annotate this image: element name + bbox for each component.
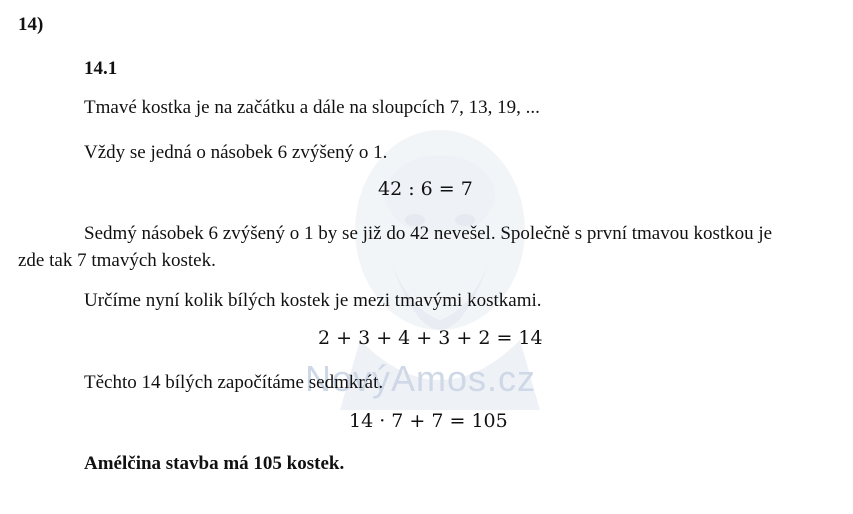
problem-number: 14) xyxy=(18,14,44,35)
equation-total: 14 · 7 + 7 = 105 xyxy=(349,410,508,432)
subproblem-heading: 14.1 xyxy=(84,58,118,79)
paragraph-seventh-multiple: Sedmý násobek 6 zvýšený o 1 by se již do 42 nevešel. Společně s první tmavou kostkou je zde tak 7 tmavých kostek. xyxy=(18,223,773,271)
paragraph-count-seven-times: Těchto 14 bílých započítáme sedmkrát. xyxy=(84,372,384,393)
paragraph-multiple-of-six: Vždy se jedná o násobek 6 zvýšený o 1. xyxy=(84,142,388,163)
conclusion-text: Amélčina stavba má 105 kostek. xyxy=(84,453,345,474)
paragraph-dark-cube-columns: Tmavé kostka je na začátku a dále na sloupcích 7, 13, 19, ... xyxy=(84,97,540,118)
paragraph-white-cubes: Určíme nyní kolik bílých kostek je mezi tmavými kostkami. xyxy=(84,290,542,311)
equation-white-sum: 2 + 3 + 4 + 3 + 2 = 14 xyxy=(318,327,543,349)
equation-division: 42 : 6 = 7 xyxy=(378,178,473,200)
watermark-text: NovýAmos.cz xyxy=(305,358,537,399)
